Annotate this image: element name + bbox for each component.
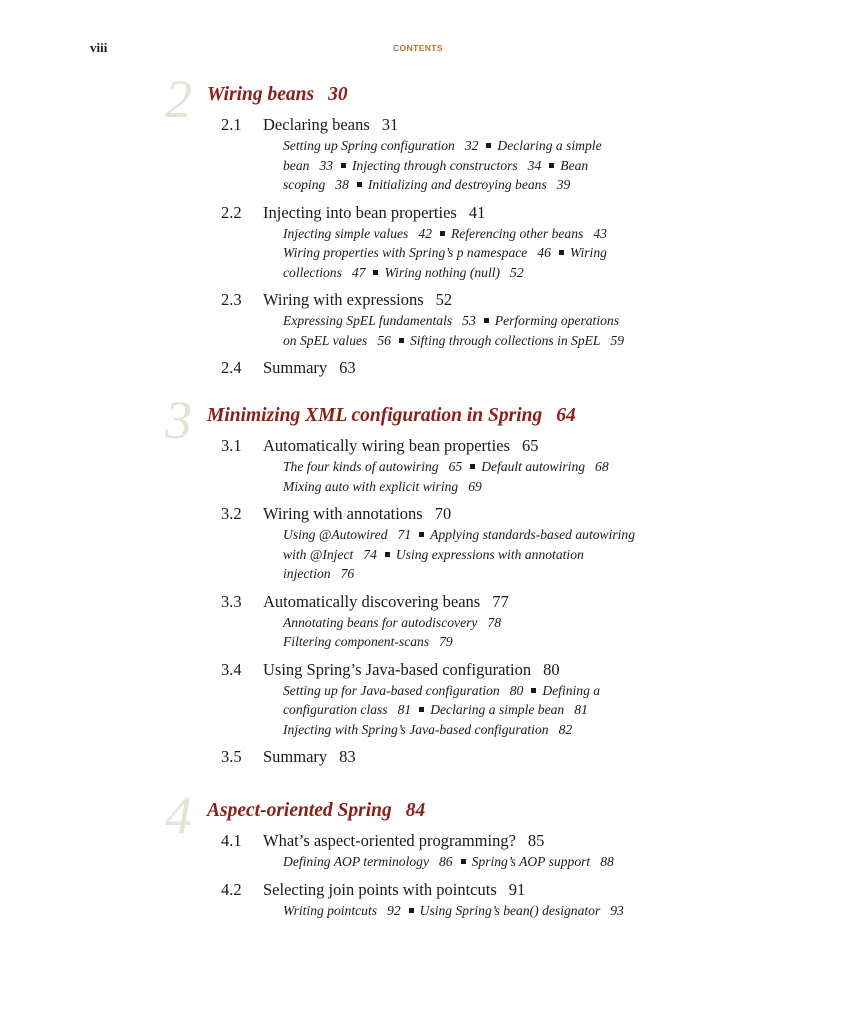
- subtopic-page-number: 74: [363, 546, 377, 562]
- subtopic-title[interactable]: Bean: [560, 157, 589, 173]
- subtopic-line: [283, 720, 701, 740]
- subtopic-page-number: 78: [487, 614, 502, 630]
- section-page-number: 77: [492, 591, 509, 611]
- subtopic-line: [283, 632, 701, 652]
- subtopic-list: [283, 681, 701, 740]
- subtopic-page-number: 52: [510, 264, 524, 280]
- subtopic-title[interactable]: scoping: [283, 177, 326, 192]
- section-list: [221, 829, 701, 926]
- subtopic-title[interactable]: Wiring: [569, 245, 607, 260]
- subtopic-page-number: 81: [574, 702, 588, 717]
- subtopic-title[interactable]: The four kinds of autowiring: [283, 459, 439, 474]
- chapter-title[interactable]: [207, 84, 348, 106]
- section-heading[interactable]: [221, 113, 701, 136]
- subtopic-list: [283, 224, 701, 283]
- section-page-number: 52: [435, 290, 453, 309]
- section-page-number: 91: [508, 879, 526, 899]
- section-title: Wiring with expressions: [263, 290, 424, 309]
- section-title: Wiring with annotations: [263, 504, 423, 523]
- section-number: 4.2: [221, 879, 242, 899]
- subtopic-page-number: 33: [319, 157, 334, 173]
- chapter-title[interactable]: [207, 405, 576, 427]
- section-2.2: [221, 201, 701, 283]
- subtopic-list: [283, 457, 701, 496]
- section-3.4: [221, 658, 701, 740]
- subtopic-title[interactable]: Annotating beans for autodiscovery: [283, 614, 478, 630]
- section-number: 3.3: [221, 591, 242, 611]
- bullet-separator-icon: [470, 464, 475, 469]
- subtopic-line: [283, 901, 701, 921]
- section-title: Declaring beans: [263, 115, 370, 134]
- subtopic-title[interactable]: Declaring a simple bean: [430, 702, 565, 717]
- subtopic-page-number: 92: [387, 902, 401, 918]
- bullet-separator-icon: [531, 688, 536, 693]
- section-number: 3.4: [221, 659, 242, 679]
- subtopic-line: [283, 263, 701, 283]
- chapter-page-number: 84: [405, 800, 426, 821]
- subtopic-title[interactable]: Filtering component-scans: [283, 634, 430, 649]
- subtopic-page-number: 80: [509, 682, 524, 698]
- subtopic-page-number: 65: [448, 459, 463, 474]
- subtopic-line: [283, 525, 701, 545]
- subtopic-line: [283, 136, 701, 156]
- subtopic-title[interactable]: Wiring nothing (null): [384, 264, 501, 280]
- section-page-number: 63: [339, 358, 356, 377]
- section-number: 2.3: [221, 290, 242, 309]
- subtopic-page-number: 71: [397, 527, 412, 542]
- subtopic-page-number: 32: [464, 138, 479, 153]
- subtopic-page-number: 34: [527, 157, 542, 173]
- subtopic-title[interactable]: Setting up for Java-based configuration: [283, 682, 500, 698]
- subtopic-page-number: 53: [462, 313, 476, 328]
- section-3.3: [221, 590, 701, 652]
- section-list: [221, 434, 701, 774]
- section-heading[interactable]: [221, 201, 701, 224]
- subtopic-page-number: 56: [377, 332, 391, 348]
- bullet-separator-icon: [419, 532, 424, 537]
- subtopic-page-number: 88: [600, 854, 614, 869]
- section-heading[interactable]: [221, 434, 701, 457]
- subtopic-page-number: 81: [397, 702, 412, 717]
- subtopic-page-number: 39: [556, 177, 571, 192]
- section-title: Injecting into bean properties: [263, 202, 457, 222]
- section-heading[interactable]: [221, 658, 701, 681]
- section-heading[interactable]: [221, 590, 701, 613]
- subtopic-page-number: 59: [610, 332, 625, 348]
- subtopic-title[interactable]: Injecting through constructors: [352, 157, 518, 173]
- bullet-separator-icon: [399, 338, 404, 343]
- subtopic-line: [283, 700, 701, 720]
- subtopic-title[interactable]: Defining AOP terminology: [283, 854, 429, 869]
- chapter-page-number: 64: [556, 405, 576, 426]
- subtopic-line: [283, 852, 701, 872]
- section-page-number: 31: [381, 115, 399, 134]
- bullet-separator-icon: [409, 908, 414, 913]
- chapter-title-text: Minimizing XML configuration in Spring: [207, 405, 543, 426]
- chapter-title-text: Wiring beans: [207, 84, 315, 105]
- subtopic-page-number: 46: [537, 245, 551, 260]
- subtopic-line: [283, 564, 701, 584]
- section-heading[interactable]: [221, 829, 701, 852]
- section-number: 3.2: [221, 504, 242, 523]
- section-3.2: [221, 502, 701, 584]
- section-2.4: [221, 356, 701, 379]
- chapter-number: 2: [165, 69, 192, 129]
- section-2.3: [221, 288, 701, 350]
- subtopic-page-number: 69: [468, 478, 482, 494]
- section-heading[interactable]: [221, 745, 701, 768]
- chapter-number: 3: [165, 390, 192, 450]
- subtopic-title[interactable]: Expressing SpEL fundamentals: [283, 313, 453, 328]
- subtopic-title[interactable]: Sifting through collections in SpEL: [409, 332, 601, 348]
- section-page-number: 85: [527, 831, 545, 850]
- running-head: CONTENTS: [393, 43, 443, 53]
- section-page-number: 83: [339, 747, 356, 766]
- subtopic-title[interactable]: Referencing other beans: [450, 225, 584, 241]
- subtopic-page-number: 93: [610, 902, 624, 918]
- subtopic-page-number: 76: [340, 566, 355, 581]
- subtopic-title[interactable]: Injecting with Spring’s Java-based configuration: [283, 721, 549, 737]
- subtopic-title[interactable]: Writing pointcuts: [283, 902, 378, 918]
- subtopic-title[interactable]: Default autowiring: [481, 459, 586, 474]
- subtopic-line: [283, 477, 701, 497]
- subtopic-title[interactable]: Applying standards-based autowiring: [430, 527, 636, 542]
- bullet-separator-icon: [484, 318, 489, 323]
- bullet-separator-icon: [486, 143, 491, 148]
- subtopic-title[interactable]: bean: [283, 157, 310, 173]
- section-title: Automatically wiring bean properties: [263, 436, 510, 455]
- page-number: viii: [90, 40, 108, 55]
- chapter-title[interactable]: [207, 800, 425, 822]
- section-number: 4.1: [221, 831, 242, 850]
- section-number: 3.5: [221, 747, 242, 766]
- subtopic-line: [283, 545, 701, 565]
- subtopic-list: [283, 852, 701, 872]
- section-list: [221, 113, 701, 385]
- bullet-separator-icon: [549, 163, 554, 168]
- subtopic-list: [283, 613, 701, 652]
- section-number: 2.2: [221, 202, 242, 222]
- subtopic-title[interactable]: with @Inject: [283, 546, 354, 562]
- section-page-number: 80: [543, 659, 560, 679]
- section-title: Automatically discovering beans: [263, 591, 481, 611]
- section-title: What’s aspect-oriented programming?: [263, 831, 516, 850]
- chapter-title-text: Aspect-oriented Spring: [207, 800, 392, 821]
- subtopic-title[interactable]: Using @Autowired: [283, 527, 388, 542]
- subtopic-line: [283, 457, 701, 477]
- subtopic-line: [283, 311, 701, 331]
- section-number: 3.1: [221, 436, 242, 455]
- subtopic-title[interactable]: Defining a: [542, 682, 601, 698]
- subtopic-line: [283, 331, 701, 351]
- subtopic-title[interactable]: Mixing auto with explicit wiring: [283, 478, 459, 494]
- bullet-separator-icon: [357, 182, 362, 187]
- subtopic-title[interactable]: Performing operations: [494, 313, 619, 328]
- section-heading[interactable]: [221, 502, 701, 525]
- section-heading[interactable]: [221, 356, 701, 379]
- chapter-page-number: 30: [328, 84, 348, 105]
- section-heading[interactable]: [221, 878, 701, 901]
- section-3.5: [221, 745, 701, 768]
- subtopic-title[interactable]: Wiring properties with Spring’s p namespace: [283, 245, 528, 260]
- subtopic-title[interactable]: Initializing and destroying beans: [367, 177, 547, 192]
- section-title: Using Spring’s Java-based configuration: [263, 659, 532, 679]
- subtopic-title[interactable]: collections: [283, 264, 342, 280]
- section-number: 2.4: [221, 358, 242, 377]
- subtopic-title[interactable]: Injecting simple values: [283, 225, 409, 241]
- subtopic-title[interactable]: Using Spring’s bean() designator: [419, 902, 601, 918]
- subtopic-title[interactable]: Setting up Spring configuration: [283, 138, 455, 153]
- subtopic-page-number: 43: [593, 225, 607, 241]
- section-page-number: 65: [521, 436, 539, 455]
- section-number: 2.1: [221, 115, 242, 134]
- bullet-separator-icon: [385, 552, 390, 557]
- section-page-number: 41: [468, 202, 486, 222]
- section-4.1: [221, 829, 701, 872]
- subtopic-line: [283, 613, 701, 633]
- section-page-number: 70: [434, 504, 452, 523]
- subtopic-line: [283, 175, 701, 195]
- subtopic-list: [283, 311, 701, 350]
- chapter-number: 4: [165, 785, 192, 845]
- subtopic-page-number: 42: [418, 225, 432, 241]
- subtopic-title[interactable]: configuration class: [283, 702, 388, 717]
- subtopic-title[interactable]: Declaring a simple: [497, 138, 602, 153]
- subtopic-line: [283, 243, 701, 263]
- subtopic-page-number: 47: [351, 264, 366, 280]
- subtopic-page-number: 82: [558, 721, 573, 737]
- bullet-separator-icon: [419, 707, 424, 712]
- section-3.1: [221, 434, 701, 496]
- section-heading[interactable]: [221, 288, 701, 311]
- section-title: Selecting join points with pointcuts: [263, 879, 497, 899]
- subtopic-page-number: 86: [439, 854, 453, 869]
- subtopic-line: [283, 156, 701, 176]
- subtopic-page-number: 79: [439, 634, 453, 649]
- section-2.1: [221, 113, 701, 195]
- subtopic-page-number: 38: [335, 177, 349, 192]
- subtopic-list: [283, 136, 701, 195]
- subtopic-page-number: 68: [595, 459, 609, 474]
- subtopic-title[interactable]: on SpEL values: [283, 332, 368, 348]
- section-title: Summary: [263, 747, 328, 766]
- section-title: Summary: [263, 358, 328, 377]
- bullet-separator-icon: [461, 859, 466, 864]
- subtopic-title[interactable]: injection: [283, 566, 331, 581]
- subtopic-line: [283, 681, 701, 701]
- subtopic-title[interactable]: Spring’s AOP support: [471, 854, 591, 869]
- subtopic-list: [283, 901, 701, 921]
- bullet-separator-icon: [559, 250, 564, 255]
- subtopic-list: [283, 525, 701, 584]
- section-4.2: [221, 878, 701, 921]
- bullet-separator-icon: [341, 163, 346, 168]
- bullet-separator-icon: [373, 270, 378, 275]
- subtopic-title[interactable]: Using expressions with annotation: [395, 546, 584, 562]
- subtopic-line: [283, 224, 701, 244]
- bullet-separator-icon: [440, 231, 445, 236]
